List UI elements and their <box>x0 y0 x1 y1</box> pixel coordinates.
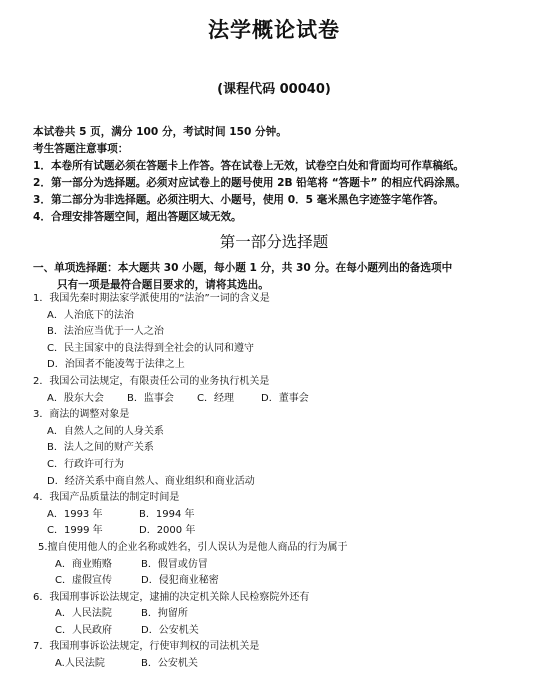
instruction-line: 3．第二部分为非选择题。必须注明大、小题号，使用 0．5 毫米黑色字迹签字笔作答。 <box>33 194 444 206</box>
section-line: 一、单项选择题：本大题共 30 小题，每小题 1 分，共 30 分。在每小题列出的备选项中 <box>33 262 453 274</box>
option-row <box>33 523 543 540</box>
option: B．假冒或仿冒 <box>141 558 208 570</box>
exam-title: 法学概论试卷 <box>208 18 340 42</box>
section-heading <box>33 260 543 294</box>
option: A．1993 年 <box>47 508 103 520</box>
option: D．董事会 <box>261 392 309 404</box>
option: B．公安机关 <box>141 658 198 670</box>
instruction-line: 1．本卷所有试题必须在答题卡上作答。答在试卷上无效，试卷空白处和背面均可作草稿纸。 <box>33 160 465 172</box>
exam-instructions <box>33 124 543 226</box>
option: D．2000 年 <box>139 525 196 537</box>
option-row <box>33 391 543 408</box>
option-row <box>33 606 543 623</box>
option: A．人民法院 <box>55 608 112 620</box>
question-stem: 7．我国刑事诉讼法规定，行使审判权的司法机关是 <box>33 641 260 653</box>
question-stem: 5.擅自使用他人的企业名称或姓名，引人误认为是他人商品的行为属于 <box>38 541 348 553</box>
option: D．治国者不能凌驾于法律之上 <box>47 359 185 371</box>
option: B．法治应当优于一人之治 <box>47 326 164 338</box>
instruction-line: 本试卷共 5 页，满分 100 分，考试时间 150 分钟。 <box>33 126 287 138</box>
option: C．人民政府 <box>55 624 112 636</box>
question-stem: 3．商法的调整对象是 <box>33 409 130 421</box>
option-row <box>33 623 543 640</box>
section-line: 只有一项是最符合题目要求的，请将其选出。 <box>57 279 269 291</box>
course-code: (课程代码 00040) <box>217 82 331 97</box>
option: B．拘留所 <box>141 608 188 620</box>
question-stem: 4．我国产品质量法的制定时间是 <box>33 492 180 504</box>
option: C．行政许可行为 <box>47 458 124 470</box>
instruction-line: 考生答题注意事项： <box>33 143 129 155</box>
option: D．经济关系中商自然人、商业组织和商业活动 <box>47 475 255 487</box>
option: B．监事会 <box>127 392 174 404</box>
option: D．公安机关 <box>141 624 199 636</box>
option: C．1999 年 <box>47 525 103 537</box>
option-row <box>33 656 543 673</box>
option: A．自然人之间的人身关系 <box>47 425 164 437</box>
question-list <box>33 291 543 673</box>
option: A．人治底下的法治 <box>47 309 134 321</box>
instruction-line: 2．第一部分为选择题。必须对应试卷上的题号使用 2B 铅笔将 “答题卡” 的相应代码涂黑。 <box>33 177 466 189</box>
option-row <box>33 557 543 574</box>
question-stem: 1．我国先秦时期法家学派使用的“法治”一词的含义是 <box>33 293 270 304</box>
option: B．1994 年 <box>139 508 195 520</box>
option: A.人民法院 <box>55 658 105 670</box>
question-stem: 6．我国刑事诉讼法规定，逮捕的决定机关除人民检察院外还有 <box>33 591 310 603</box>
option: A．商业贿赂 <box>55 558 112 570</box>
option: B．法人之间的财产关系 <box>47 442 154 454</box>
option: C．经理 <box>197 392 234 404</box>
instruction-line: 4．合理安排答题空间，超出答题区域无效。 <box>33 211 242 223</box>
option: A．股东大会 <box>47 392 104 404</box>
option: C．虚假宣传 <box>55 575 112 587</box>
part-title: 第一部分选择题 <box>219 233 329 251</box>
option: D．侵犯商业秘密 <box>141 575 219 587</box>
option-row <box>33 507 543 524</box>
option: C．民主国家中的良法得到全社会的认同和遵守 <box>47 342 254 354</box>
option-row <box>33 573 543 590</box>
question-stem: 2．我国公司法规定，有限责任公司的业务执行机关是 <box>33 375 270 387</box>
